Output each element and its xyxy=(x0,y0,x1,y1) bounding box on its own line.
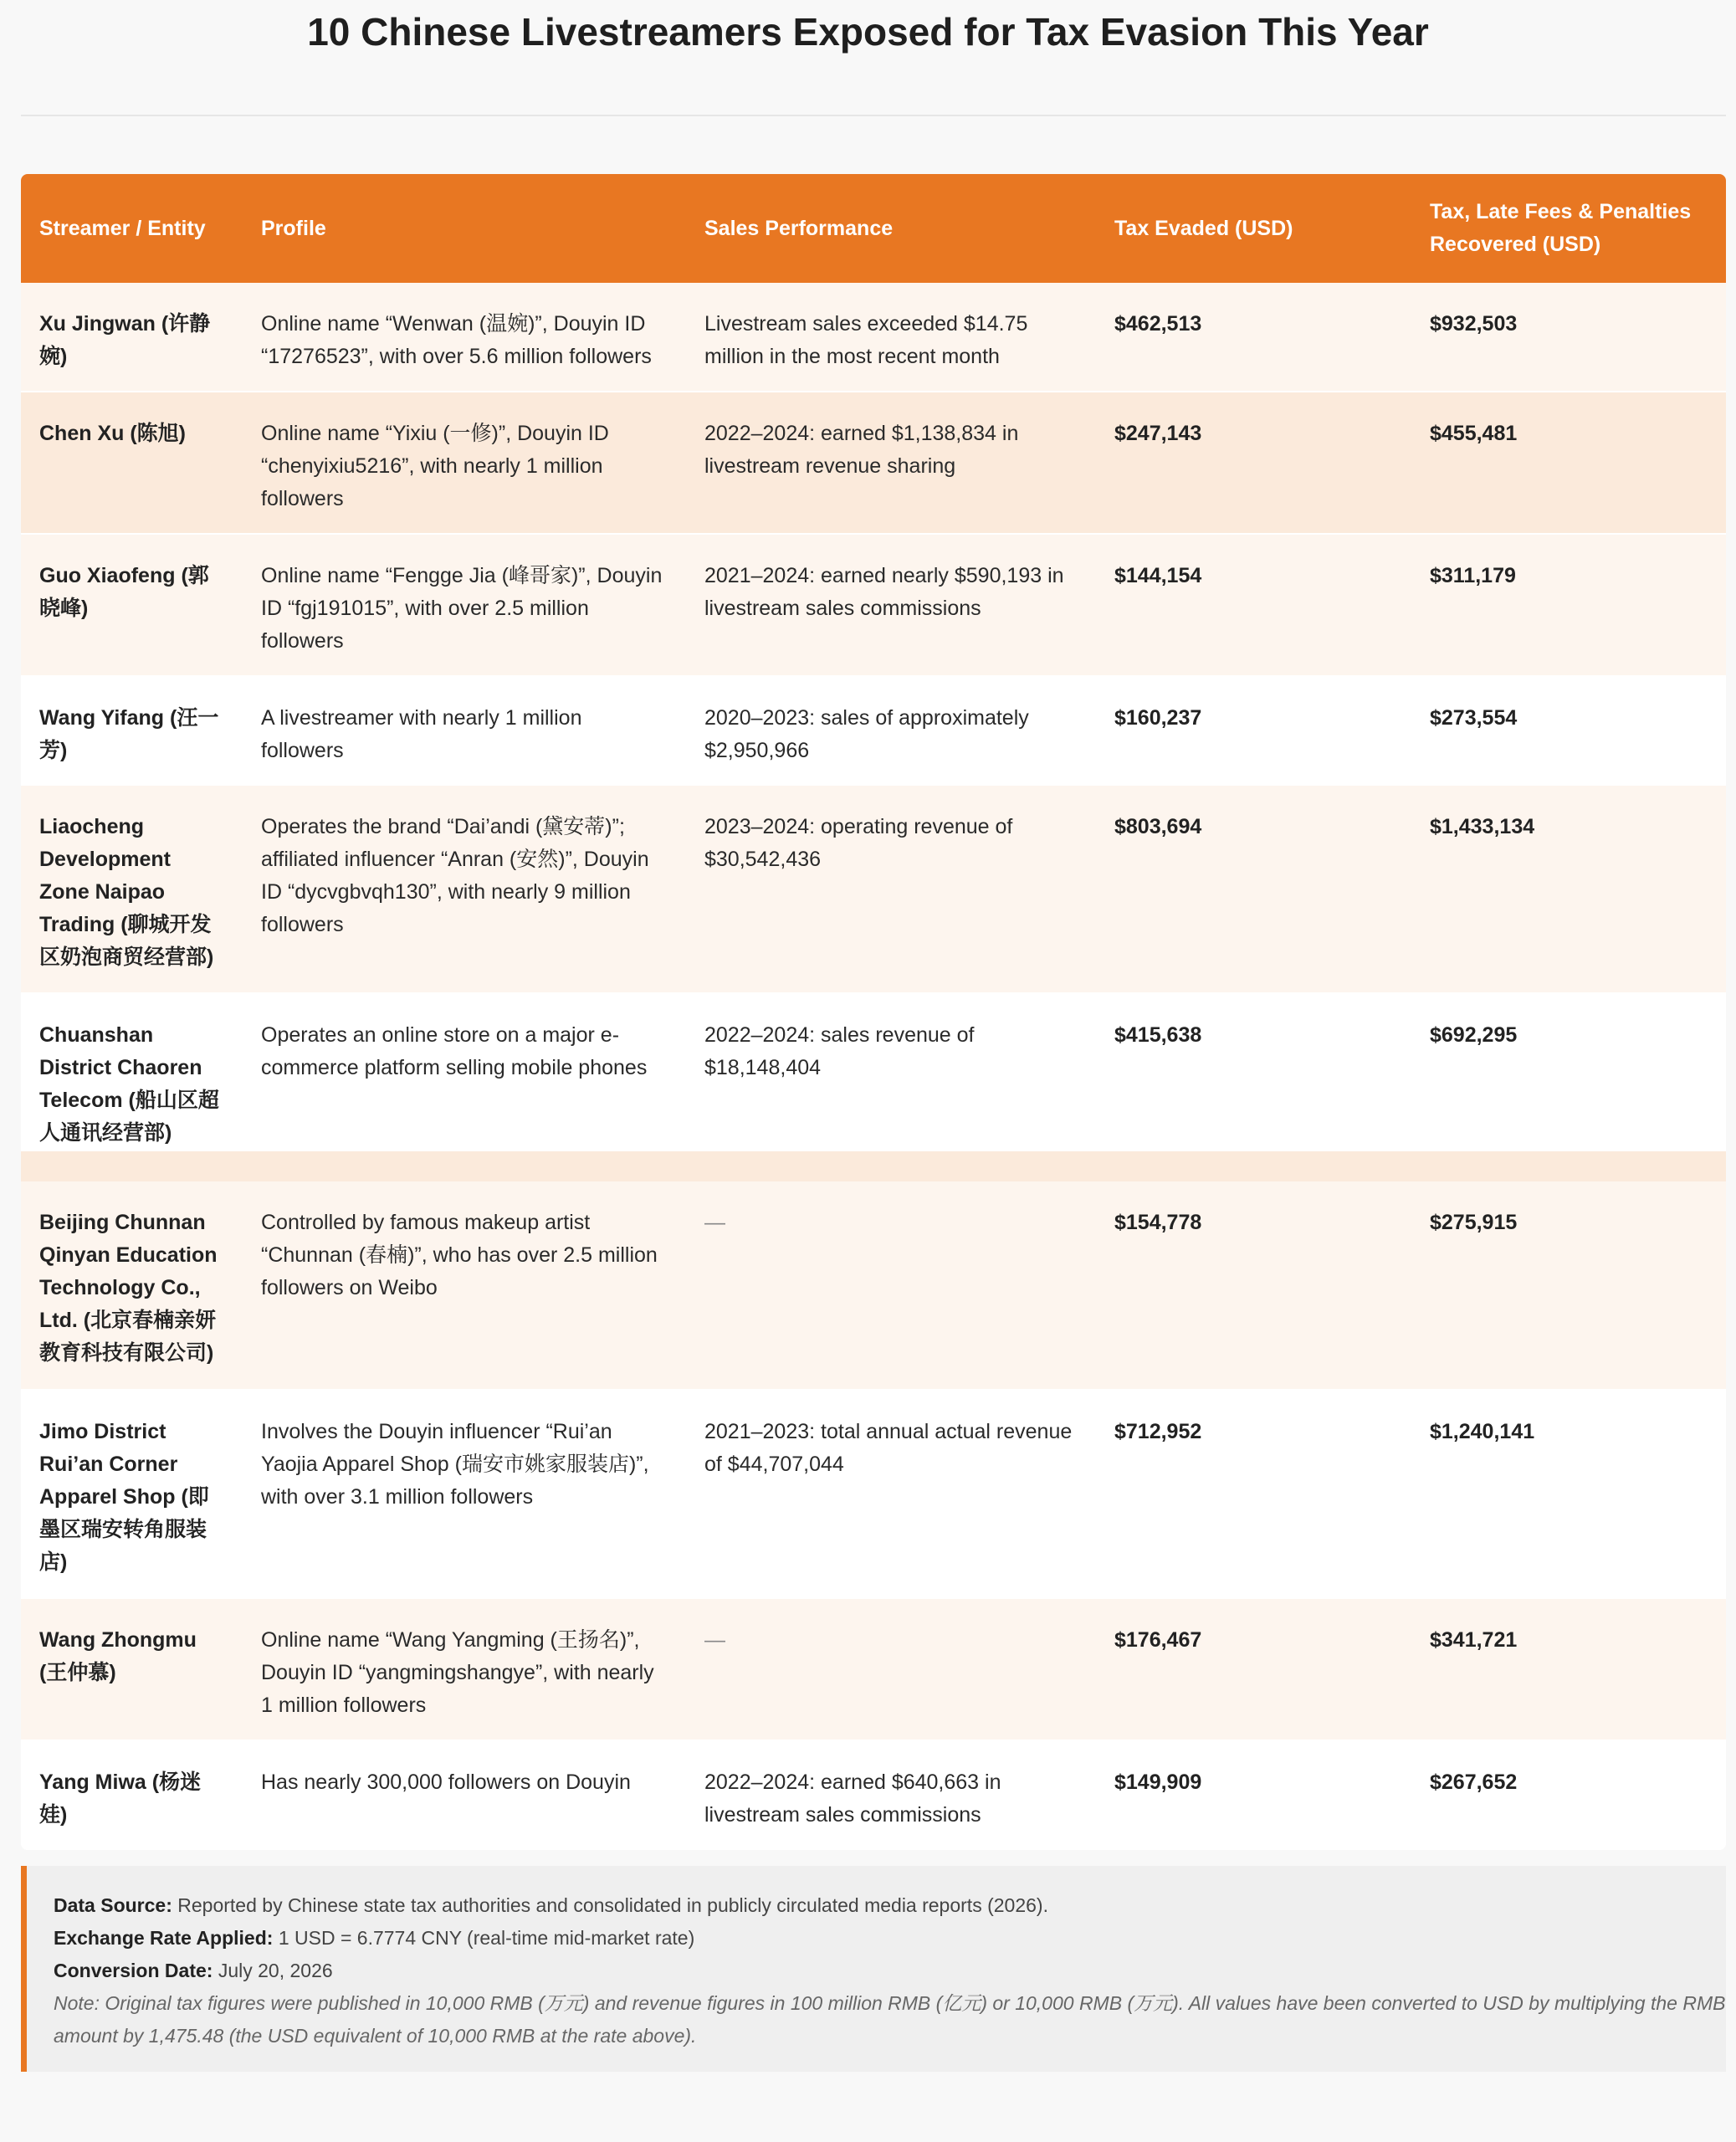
cell-recovered: $267,652 xyxy=(1411,1740,1726,1849)
table-row xyxy=(21,785,1726,993)
exchange-rate-text: 1 USD = 6.7774 CNY (real-time mid-market rate) xyxy=(273,1927,695,1949)
cell-entity: Xu Jingwan (许静婉) xyxy=(21,283,243,392)
cell-tax-evaded: $176,467 xyxy=(1096,1598,1411,1740)
cell-entity: Beijing Chunnan Qinyan Education Technology Co., Ltd. (北京春楠亲妍教育科技有限公司) xyxy=(21,1181,243,1390)
table-row xyxy=(21,534,1726,676)
cell-sales: — xyxy=(686,1598,1096,1740)
table-row xyxy=(21,993,1726,1150)
cell-profile: Involves the Douyin influencer “Rui’an Yaojia Apparel Shop (瑞安市姚家服装店)”, with over 3.1 million followers xyxy=(243,1390,686,1598)
table-spacer xyxy=(21,1150,1726,1181)
cell-profile: A livestreamer with nearly 1 million followers xyxy=(243,676,686,785)
header-entity: Streamer / Entity xyxy=(21,174,243,283)
cell-profile: Operates an online store on a major e-commerce platform selling mobile phones xyxy=(243,993,686,1150)
cell-recovered: $455,481 xyxy=(1411,392,1726,534)
cell-tax-evaded: $144,154 xyxy=(1096,534,1411,676)
cell-recovered: $273,554 xyxy=(1411,676,1726,785)
cell-tax-evaded: $712,952 xyxy=(1096,1390,1411,1598)
cell-entity: Guo Xiaofeng (郭晓峰) xyxy=(21,534,243,676)
table-row xyxy=(21,1598,1726,1740)
cell-profile: Online name “Wenwan (温婉)”, Douyin ID “17276523”, with over 5.6 million followers xyxy=(243,283,686,392)
conversion-note: Note: Original tax figures were published in 10,000 RMB (万元) and revenue figures in 100 million RMB (亿元) or 10,000 RMB (万元). All values have been converted to USD by multiplying the RMB amount by 1,475.48 (the USD equivalent of 10,000 RMB at the rate above). xyxy=(54,1992,1726,2047)
cell-profile: Online name “Yixiu (一修)”, Douyin ID “chenyixiu5216”, with nearly 1 million followers xyxy=(243,392,686,534)
cell-profile: Online name “Fengge Jia (峰哥家)”, Douyin ID “fgj191015”, with over 2.5 million followers xyxy=(243,534,686,676)
cell-profile: Online name “Wang Yangming (王扬名)”, Douyin ID “yangmingshangye”, with nearly 1 million followers xyxy=(243,1598,686,1740)
table-header-row xyxy=(21,174,1726,283)
header-tax-evaded: Tax Evaded (USD) xyxy=(1096,174,1411,283)
cell-recovered: $692,295 xyxy=(1411,993,1726,1150)
cell-entity: Chuanshan District Chaoren Telecom (船山区超人通讯经营部) xyxy=(21,993,243,1150)
cell-tax-evaded: $149,909 xyxy=(1096,1740,1411,1849)
data-source-label: Data Source: xyxy=(54,1894,172,1916)
cell-entity: Yang Miwa (杨迷娃) xyxy=(21,1740,243,1849)
conversion-date-line xyxy=(54,1955,1726,1987)
cell-recovered: $311,179 xyxy=(1411,534,1726,676)
cell-sales: 2021–2023: total annual actual revenue of $44,707,044 xyxy=(686,1390,1096,1598)
tax-evasion-table-container xyxy=(21,174,1726,1850)
cell-recovered: $341,721 xyxy=(1411,1598,1726,1740)
cell-entity: Liaocheng Development Zone Naipao Trading (聊城开发区奶泡商贸经营部) xyxy=(21,785,243,993)
cell-tax-evaded: $154,778 xyxy=(1096,1181,1411,1390)
table-row xyxy=(21,676,1726,785)
data-source-line xyxy=(54,1889,1726,1922)
cell-sales: 2023–2024: operating revenue of $30,542,436 xyxy=(686,785,1096,993)
cell-recovered: $1,240,141 xyxy=(1411,1390,1726,1598)
cell-profile: Has nearly 300,000 followers on Douyin xyxy=(243,1740,686,1849)
cell-sales: 2022–2024: sales revenue of $18,148,404 xyxy=(686,993,1096,1150)
header-sales: Sales Performance xyxy=(686,174,1096,283)
cell-tax-evaded: $415,638 xyxy=(1096,993,1411,1150)
cell-entity: Wang Yifang (汪一芳) xyxy=(21,676,243,785)
cell-sales: 2022–2024: earned $1,138,834 in livestream revenue sharing xyxy=(686,392,1096,534)
cell-entity: Jimo District Rui’an Corner Apparel Shop (即墨区瑞安转角服装店) xyxy=(21,1390,243,1598)
cell-profile: Operates the brand “Dai’andi (黛安蒂)”; affiliated influencer “Anran (安然)”, Douyin ID “dycvgbvqh130”, with nearly 9 million followers xyxy=(243,785,686,993)
data-source-text: Reported by Chinese state tax authorities and consolidated in publicly circulated media reports (2026). xyxy=(172,1894,1048,1916)
table-spacer-row xyxy=(21,1150,1726,1181)
cell-sales: — xyxy=(686,1181,1096,1390)
table-row xyxy=(21,283,1726,392)
cell-recovered: $275,915 xyxy=(1411,1181,1726,1390)
exchange-rate-label: Exchange Rate Applied: xyxy=(54,1927,274,1949)
table-row xyxy=(21,392,1726,534)
cell-profile: Controlled by famous makeup artist “Chunnan (春楠)”, who has over 2.5 million followers on Weibo xyxy=(243,1181,686,1390)
cell-tax-evaded: $247,143 xyxy=(1096,392,1411,534)
cell-sales: 2021–2024: earned nearly $590,193 in livestream sales commissions xyxy=(686,534,1096,676)
title-divider xyxy=(21,115,1726,116)
cell-entity: Wang Zhongmu (王仲慕) xyxy=(21,1598,243,1740)
tax-evasion-table xyxy=(21,174,1726,1850)
header-recovered: Tax, Late Fees & Penalties Recovered (USD) xyxy=(1411,174,1726,283)
cell-sales: Livestream sales exceeded $14.75 million in the most recent month xyxy=(686,283,1096,392)
table-row xyxy=(21,1740,1726,1849)
cell-recovered: $932,503 xyxy=(1411,283,1726,392)
conversion-date-text: July 20, 2026 xyxy=(213,1960,333,1981)
page-title: 10 Chinese Livestreamers Exposed for Tax Evasion This Year xyxy=(307,10,1429,54)
cell-tax-evaded: $803,694 xyxy=(1096,785,1411,993)
table-row xyxy=(21,1181,1726,1390)
cell-recovered: $1,433,134 xyxy=(1411,785,1726,993)
source-notes-box xyxy=(21,1866,1726,2072)
cell-tax-evaded: $462,513 xyxy=(1096,283,1411,392)
table-row xyxy=(21,1390,1726,1598)
cell-entity: Chen Xu (陈旭) xyxy=(21,392,243,534)
exchange-rate-line xyxy=(54,1922,1726,1955)
cell-sales: 2020–2023: sales of approximately $2,950,966 xyxy=(686,676,1096,785)
conversion-date-label: Conversion Date: xyxy=(54,1960,213,1981)
cell-tax-evaded: $160,237 xyxy=(1096,676,1411,785)
cell-sales: 2022–2024: earned $640,663 in livestream sales commissions xyxy=(686,1740,1096,1849)
header-profile: Profile xyxy=(243,174,686,283)
